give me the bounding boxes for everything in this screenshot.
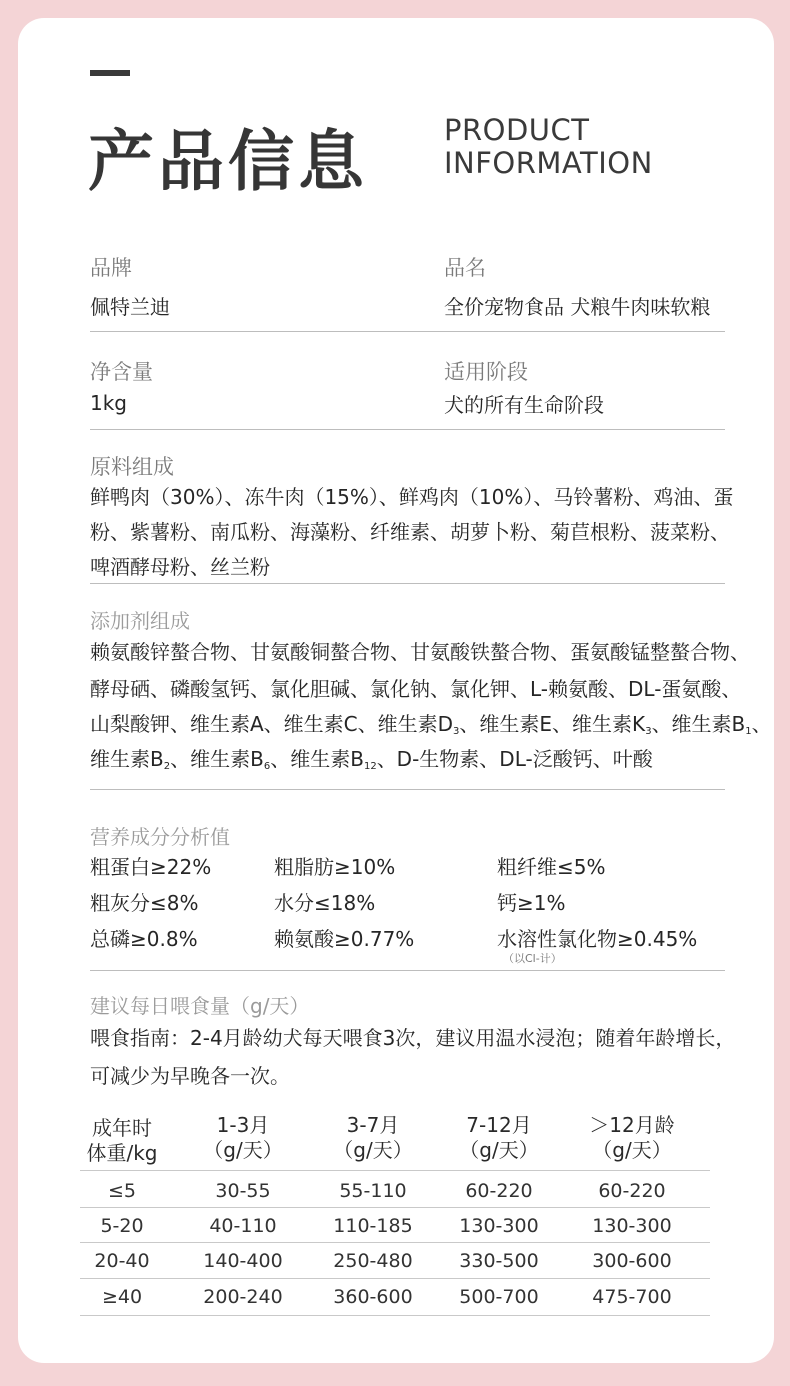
nutrition-item: 粗灰分≤8% [90,891,199,915]
table-header: 1-3月 （g/天） [203,1113,283,1162]
table-cell: 60-220 [465,1180,533,1202]
table-cell: 5-20 [100,1215,144,1237]
table-header: 3-7月 （g/天） [333,1113,413,1162]
life-stage-label: 适用阶段 [444,360,528,384]
table-cell: 200-240 [203,1286,283,1308]
brand-value: 佩特兰迪 [90,295,170,319]
table-rule [80,1242,710,1243]
nutrition-item: 水溶性氯化物≥0.45% [497,927,698,951]
page-title: 产品信息 [88,123,368,200]
table-cell: 60-220 [598,1180,666,1202]
nutrition-item: 赖氨酸≥0.77% [274,927,415,951]
table-cell: 475-700 [592,1286,672,1308]
table-rule [80,1170,710,1171]
ingredients-text: 鲜鸭肉（30%）、冻牛肉（15%）、鲜鸡肉（10%）、马铃薯粉、鸡油、蛋粉、紫薯粉、南瓜粉、海藻粉、纤维素、胡萝卜粉、菊苣根粉、菠菜粉、啤酒酵母粉、丝兰粉 [90,485,734,579]
table-cell: 20-40 [94,1250,150,1272]
net-weight-value: 1kg [90,391,128,415]
table-rule [80,1278,710,1279]
additives-label: 添加剂组成 [90,609,190,633]
table-cell: 250-480 [333,1250,413,1272]
nutrition-item: 水分≤18% [274,891,376,915]
brand-label: 品牌 [90,256,132,280]
table-cell: 500-700 [459,1286,539,1308]
product-name-label: 品名 [444,256,486,280]
table-cell: 300-600 [592,1250,672,1272]
divider [90,789,725,790]
life-stage-value: 犬的所有生命阶段 [444,393,604,417]
product-name-value: 全价宠物食品 犬粮牛肉味软粮 [444,295,711,319]
feeding-guide: 可减少为早晚各一次。 [90,1064,290,1088]
additives-line: 赖氨酸锌螯合物、甘氨酸铜螯合物、甘氨酸铁螯合物、蛋氨酸锰整螯合物、 [90,640,750,664]
page-title-english: PRODUCT INFORMATION [444,113,653,180]
feeding-label: 建议每日喂食量（g/天） [90,994,310,1018]
table-header: 7-12月 （g/天） [459,1113,539,1162]
table-header: 成年时 体重/kg [86,1116,158,1165]
nutrition-item: 粗脂肪≥10% [274,855,396,879]
nutrition-item: 钙≥1% [497,891,566,915]
net-weight-label: 净含量 [90,360,153,384]
table-rule [80,1315,710,1316]
chloride-note: （以Cl-计） [503,952,562,965]
additives-line: 酵母硒、磷酸氢钙、氯化胆碱、氯化钠、氯化钾、L-赖氨酸、DL-蛋氨酸、 [90,677,742,701]
table-cell: ≥40 [101,1286,143,1308]
additives-line: 维生素$B_2$、维生素$B_6$、维生素$B_{12}$、D-生物素、DL-泛酸钙、叶酸 [90,747,653,772]
nutrition-item: 粗蛋白≥22% [90,855,212,879]
table-cell: 40-110 [209,1215,277,1237]
table-cell: 130-300 [592,1215,672,1237]
divider [90,331,725,332]
divider [90,583,725,584]
table-cell: 130-300 [459,1215,539,1237]
title-dash [90,70,130,76]
table-cell: 110-185 [333,1215,413,1237]
nutrition-item: 总磷≥0.8% [90,927,198,951]
ingredients-label: 原料组成 [90,455,174,479]
divider [90,970,725,971]
additives-line: 山梨酸钾、维生素A、维生素C、维生素$D_3$、维生素E、维生素$K_3$、维生素$B_1$、 [90,712,772,737]
nutrition-item: 粗纤维≤5% [497,855,606,879]
table-cell: 360-600 [333,1286,413,1308]
table-rule [80,1207,710,1208]
divider [90,429,725,430]
table-cell: 140-400 [203,1250,283,1272]
feeding-guide: 喂食指南：2-4月龄幼犬每天喂食3次，建议用温水浸泡；随着年龄增长， [90,1026,736,1050]
nutrition-label: 营养成分分析值 [90,825,230,849]
table-cell: 330-500 [459,1250,539,1272]
table-cell: ≤5 [107,1180,136,1202]
table-header: ＞12月龄 （g/天） [589,1113,675,1162]
table-cell: 55-110 [339,1180,407,1202]
table-cell: 30-55 [215,1180,271,1202]
